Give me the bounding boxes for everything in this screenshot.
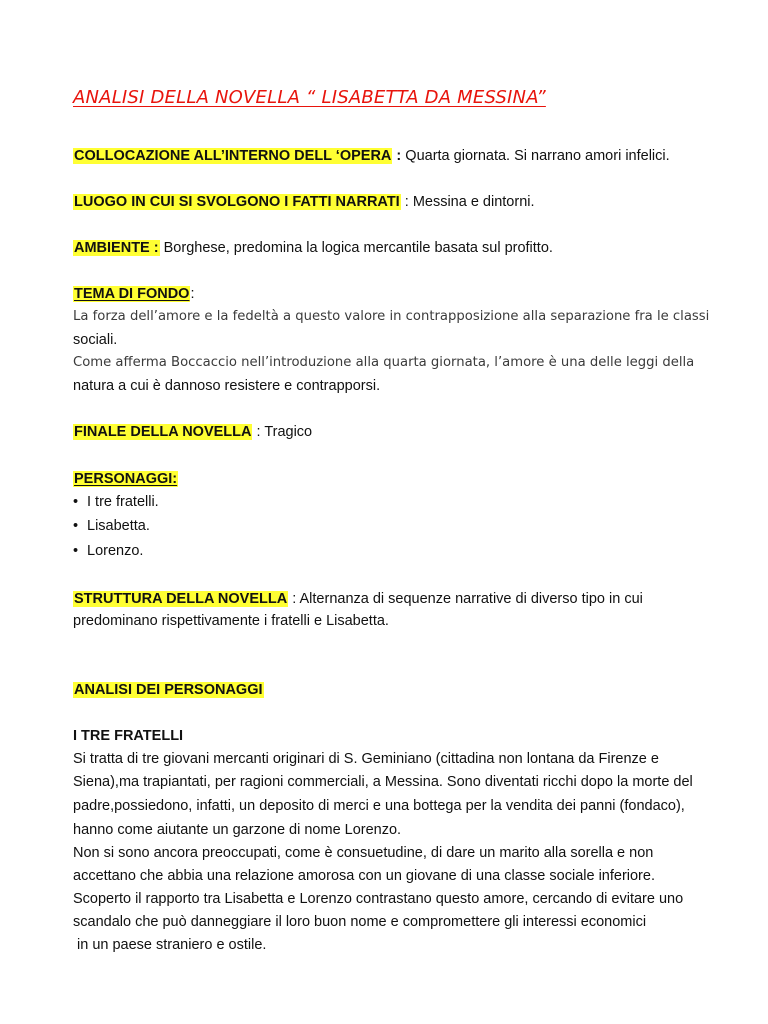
list-item — [73, 516, 150, 536]
finale-text: Tragico — [264, 424, 313, 440]
fratelli-text-line-3: padre,possiedono, infatti, un deposito di merci e una bottega per la vendita dei panni (fondaco), — [73, 798, 685, 814]
luogo-line — [73, 192, 535, 212]
fratelli-text-line-4: hanno come aiutante un garzone di nome Lorenzo. — [73, 822, 402, 838]
struttura-separator: : — [288, 591, 300, 607]
ambiente-label: AMBIENTE : — [74, 240, 159, 256]
collocazione-separator: : — [392, 148, 406, 164]
finale-label: FINALE DELLA NOVELLA — [74, 424, 252, 440]
collocazione-text: Quarta giornata. Si narrano amori infelici. — [405, 148, 670, 164]
struttura-text-line-2: predominano rispettivamente i fratelli e Lisabetta. — [73, 613, 389, 629]
bullet-icon: • — [73, 518, 79, 534]
list-item-text: Lorenzo. — [87, 543, 144, 559]
ambiente-text: Borghese, predomina la logica mercantile basata sul profitto. — [163, 240, 553, 256]
finale-line — [73, 422, 312, 442]
tema-text-line-1: La forza dell’amore e la fedeltà a questo valore in contrapposizione alla separazione fra le classi — [73, 309, 710, 324]
collocazione-label: COLLOCAZIONE ALL’INTERNO DELL ‘OPERA — [74, 148, 392, 164]
fratelli-heading: I TRE FRATELLI — [73, 728, 184, 744]
bullet-icon: • — [73, 494, 79, 510]
luogo-separator: : — [400, 194, 413, 210]
ambiente-line — [73, 238, 553, 258]
tema-text-line-2: sociali. — [73, 332, 118, 348]
fratelli-text-line-2: Siena),ma trapiantati, per ragioni commerciali, a Messina. Sono diventati ricchi dopo la morte del — [73, 774, 693, 790]
fratelli-text-line-7: Scoperto il rapporto tra Lisabetta e Lorenzo contrastano questo amore, cercando di evitare uno — [73, 891, 684, 907]
document-title: ANALISI DELLA NOVELLA “ LISABETTA DA MESSINA” — [73, 87, 546, 108]
list-item-text: Lisabetta. — [87, 518, 150, 534]
bullet-icon: • — [73, 543, 79, 559]
struttura-label: STRUTTURA DELLA NOVELLA — [74, 591, 288, 607]
fratelli-text-line-9: in un paese straniero e ostile. — [77, 937, 267, 953]
analisi-label: ANALISI DEI PERSONAGGI — [74, 682, 263, 698]
tema-separator: : — [190, 286, 195, 302]
fratelli-text-line-6: accettano che abbia una relazione amorosa con un giovane di una classe sociale inferiore. — [73, 868, 655, 884]
struttura-text: Alternanza di sequenze narrative di diverso tipo in cui — [299, 591, 643, 607]
tema-line — [73, 284, 195, 304]
fratelli-text-line-8: scandalo che può danneggiare il loro buon nome e compromettere gli interessi economici — [73, 914, 647, 930]
tema-text-line-4: natura a cui è dannoso resistere e contrapporsi. — [73, 378, 381, 394]
collocazione-line — [73, 146, 670, 166]
personaggi-line — [73, 469, 178, 489]
fratelli-text-line-1: Si tratta di tre giovani mercanti originari di S. Geminiano (cittadina non lontana da Firenze e — [73, 751, 659, 767]
list-item-text: I tre fratelli. — [87, 494, 159, 510]
list-item — [73, 492, 159, 512]
struttura-line — [73, 589, 643, 609]
finale-separator: : — [252, 424, 265, 440]
analisi-line — [73, 680, 264, 700]
tema-label: TEMA DI FONDO — [74, 286, 190, 302]
luogo-label: LUOGO IN CUI SI SVOLGONO I FATTI NARRATI — [74, 194, 400, 210]
fratelli-text-line-5: Non si sono ancora preoccupati, come è consuetudine, di dare un marito alla sorella e non — [73, 845, 654, 861]
personaggi-label: PERSONAGGI: — [74, 471, 178, 487]
tema-text-line-3: Come afferma Boccaccio nell’introduzione alla quarta giornata, l’amore è una delle leggi della — [73, 355, 695, 370]
list-item — [73, 541, 143, 561]
luogo-text: Messina e dintorni. — [412, 194, 535, 210]
